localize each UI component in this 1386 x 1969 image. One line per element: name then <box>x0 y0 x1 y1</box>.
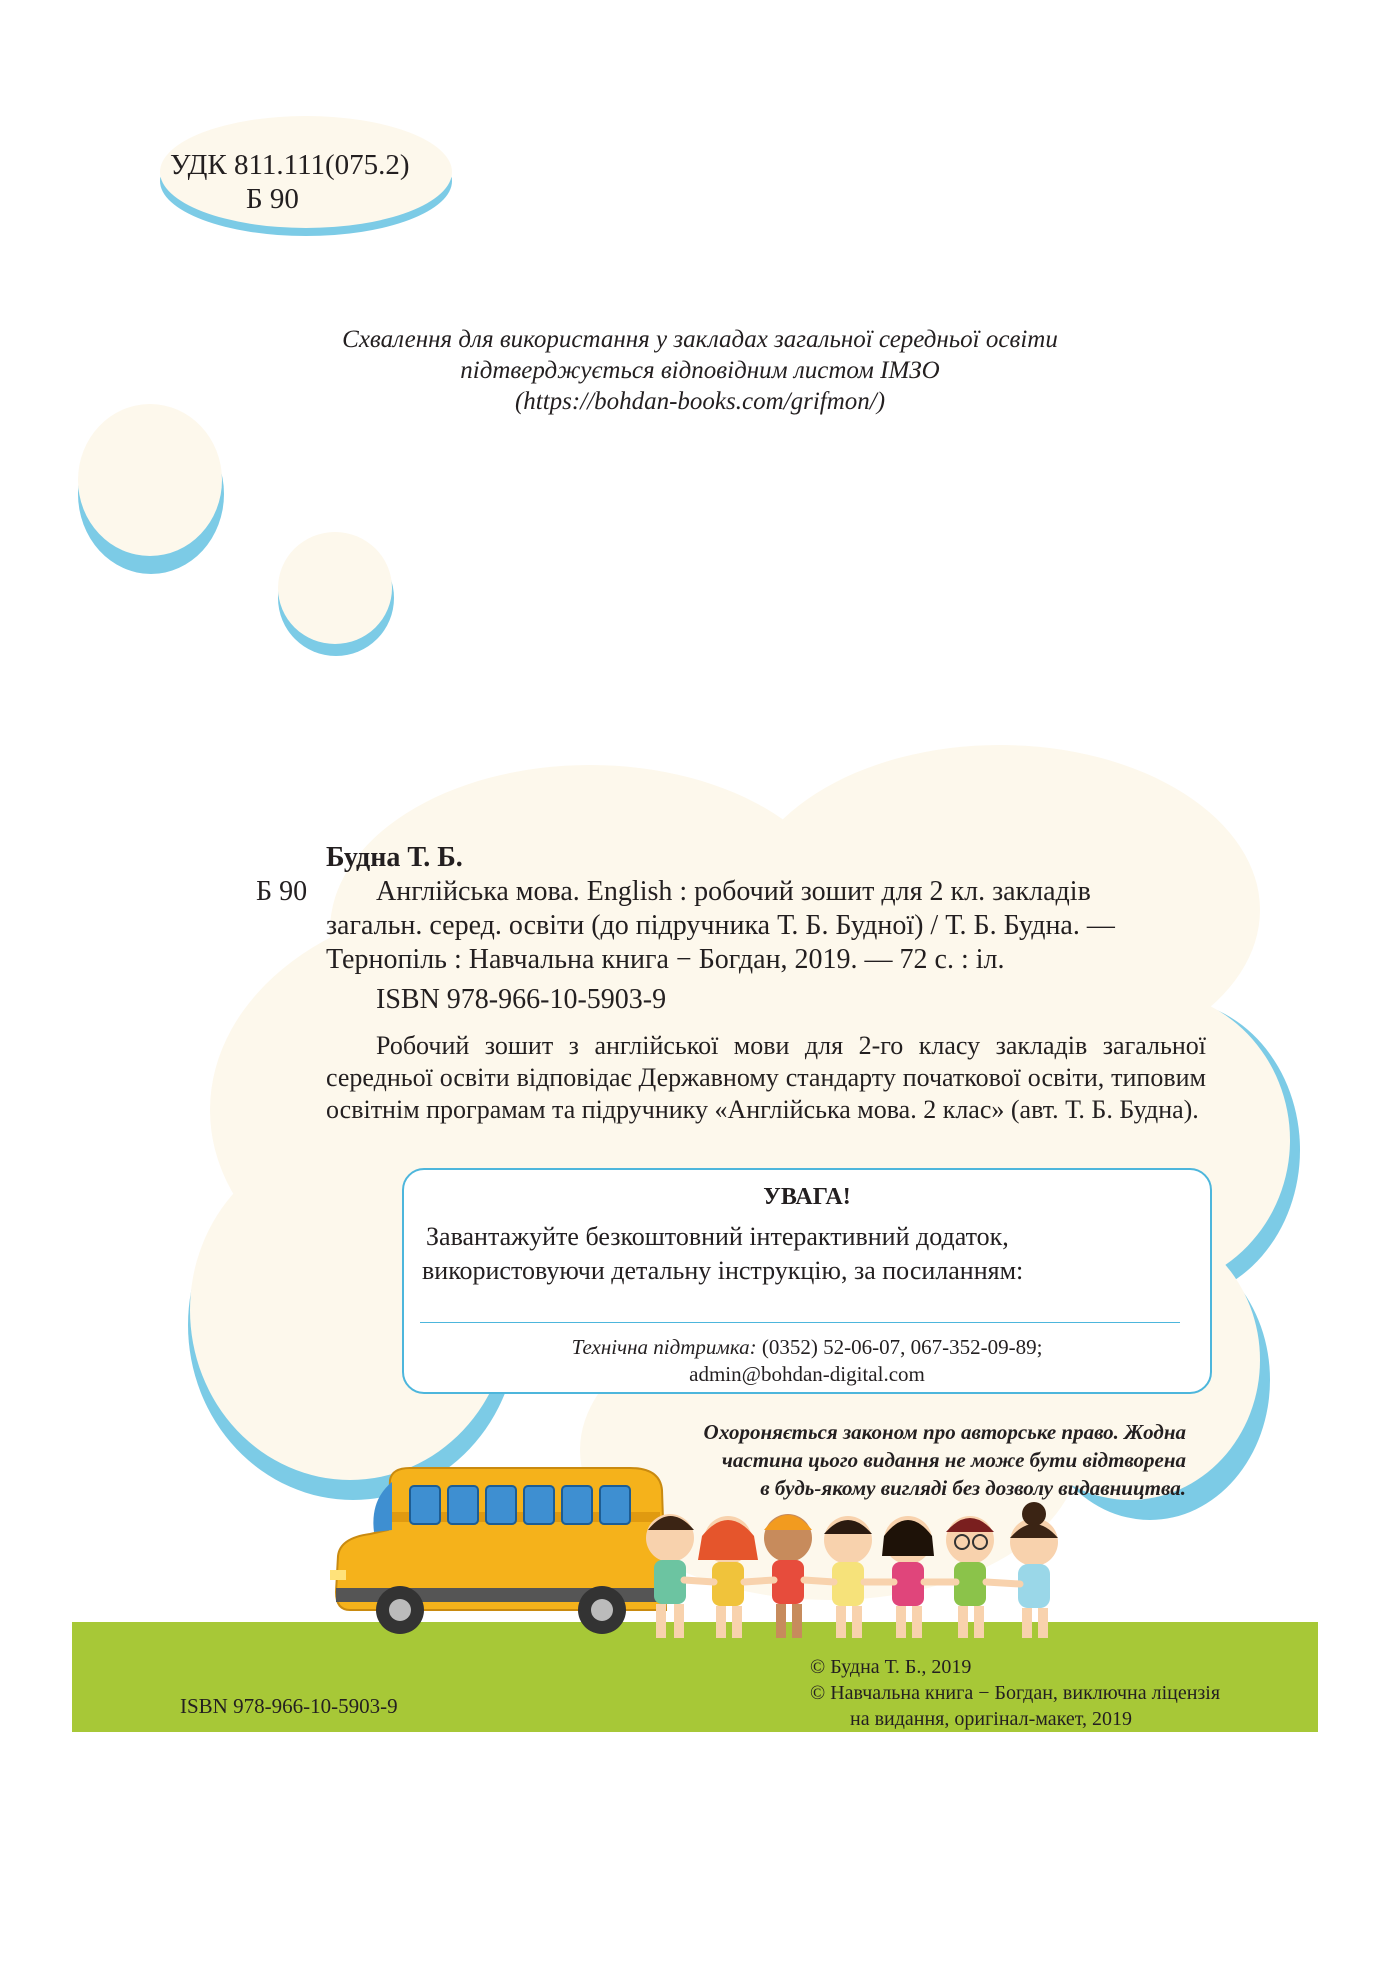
child-1 <box>646 1514 694 1638</box>
copyright-note-line-2: частина цього видання не може бути відтворена <box>721 1448 1186 1472</box>
udk-block <box>170 148 410 216</box>
annotation-text: Робочий зошит з англійської мови для 2-го класу закладів загальної середньої освіти відповідає Державному стандарту початкової освіти, типовим освітнім програмам та підручнику «Англійська мова. 2 клас» (авт. Т. Б. Будна). <box>326 1031 1206 1124</box>
catalog-code: Б 90 <box>256 876 308 907</box>
copyright-note-line-3: в будь-якому вигляді без дозволу видавництва. <box>760 1476 1186 1500</box>
copyright-author: © Будна Т. Б., 2019 <box>810 1656 972 1678</box>
annotation <box>326 1030 1206 1126</box>
catalog-author: Будна Т. Б. <box>326 842 463 873</box>
notice-box <box>402 1168 1212 1394</box>
child-3 <box>764 1514 812 1638</box>
notice-line-1: Завантажуйте безкоштовний інтерактивний додаток, <box>426 1222 1009 1251</box>
child-2 <box>698 1516 758 1638</box>
catalog-isbn: ISBN 978-966-10-5903-9 <box>376 984 667 1015</box>
child-6 <box>946 1516 994 1638</box>
support-phones: (0352) 52-06-07, 067-352-09-89; <box>761 1335 1043 1359</box>
copyright-publisher: © Навчальна книга − Богдан, виключна ліцензія <box>810 1682 1221 1704</box>
notice-line-2: використовуючи детальну інструкцію, за посиланням: <box>422 1256 1024 1285</box>
approval-line-1: Схвалення для використання у закладах загальної середньої освіти <box>342 326 1058 353</box>
tech-support <box>404 1334 1210 1388</box>
child-7 <box>1010 1502 1058 1638</box>
catalog-line-1: Англійська мова. English : робочий зошит для 2 кл. закладів <box>376 876 1091 907</box>
notice-body <box>422 1220 1023 1288</box>
child-4 <box>824 1516 872 1638</box>
approval-line-3: (https://bohdan-books.com/grifmon/) <box>514 388 886 415</box>
support-email[interactable]: admin@bohdan-digital.com <box>689 1362 925 1386</box>
children-illustration <box>640 1500 1120 1650</box>
copyright-publisher-cont: на видання, оригінал-макет, 2019 <box>850 1708 1132 1730</box>
bubble-small <box>278 532 392 644</box>
bubble-large <box>78 404 222 556</box>
catalog-line-2: загальн. серед. освіти (до підручника Т. Б. Будної) / Т. Б. Будна. — <box>326 910 1115 941</box>
copyright-note-line-1: Охороняється законом про авторське право. Жодна <box>703 1420 1186 1444</box>
approval-line-2: підтверджується відповідним листом ІМЗО <box>460 357 940 384</box>
child-5 <box>882 1516 934 1638</box>
support-label: Технічна підтримка: <box>571 1335 757 1359</box>
catalog-line-3: Тернопіль : Навчальна книга − Богдан, 2019. — 72 с. : іл. <box>326 944 1005 975</box>
download-link-blank <box>420 1322 1180 1323</box>
udk-code: УДК 811.111(075.2) <box>170 149 410 181</box>
udk-author-mark: Б 90 <box>246 183 299 215</box>
approval-note <box>250 324 1150 417</box>
notice-title: УВАГА! <box>763 1184 851 1210</box>
annotation-indent <box>326 1031 376 1060</box>
footer-isbn: ISBN 978-966-10-5903-9 <box>180 1694 398 1718</box>
footer-copyright <box>810 1654 1220 1732</box>
